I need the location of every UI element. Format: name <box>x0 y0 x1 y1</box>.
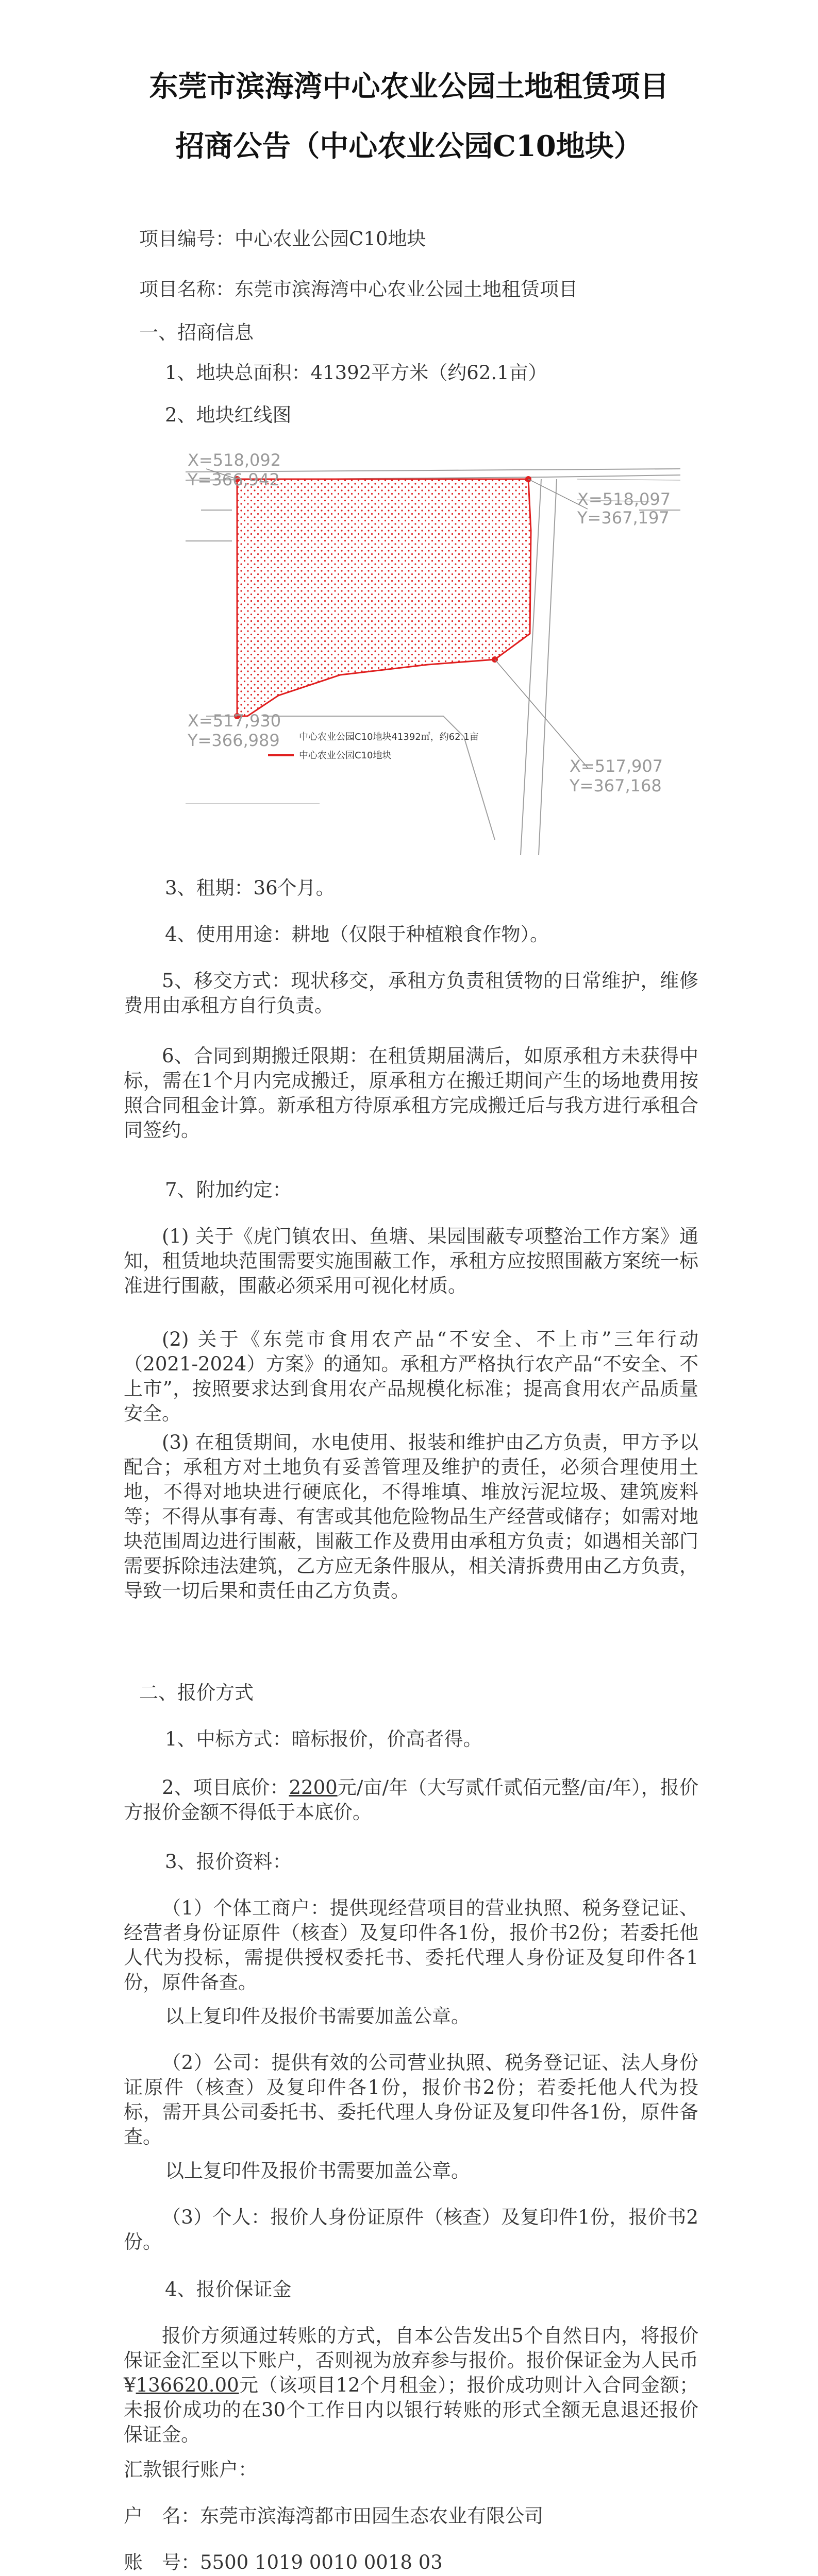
legend-area: 中心农业公园C10地块41392㎡，约62.1亩 <box>299 732 479 742</box>
base-price-amount: 2200 <box>289 1776 338 1799</box>
land-boundary-map <box>186 448 680 855</box>
bid-method: 1、中标方式：暗标报价，价高者得。 <box>165 1728 482 1750</box>
boundary-map-label: 2、地块红线图 <box>165 404 292 426</box>
project-name: 项目名称：东莞市滨海湾中心农业公园土地租赁项目 <box>139 278 578 300</box>
bank-account-name: 户 名：东莞市滨海湾都市田园生态农业有限公司 <box>124 2505 543 2527</box>
deposit-terms <box>124 2324 698 2447</box>
map-legend <box>268 732 479 761</box>
title-line-1: 东莞市滨海湾中心农业公园土地租赁项目 <box>149 70 669 104</box>
title-line-2: 招商公告（中心农业公园C10地块） <box>175 129 643 163</box>
coord-tr-y: Y=367,197 <box>577 508 670 528</box>
project-number: 项目编号：中心农业公园C10地块 <box>139 228 426 250</box>
relocation-deadline: 6、合同到期搬迁限期：在租赁期届满后，如原承租方未获得中标，需在1个月内完成搬迁，原承租方在搬迁期间产生的场地费用按照合同租金计算。新承租方待原承租方完成搬迁后与我方进行承租合同签约。 <box>124 1045 698 1141</box>
additional-term-1: (1) 关于《虎门镇农田、鱼塘、果园围蔽专项整治工作方案》通知，租赁地块范围需要实施围蔽工作，承租方应按照围蔽方案统一标准进行围蔽，围蔽必须采用可视化材质。 <box>124 1225 698 1297</box>
additional-term-2: (2) 关于《东莞市食用农产品“不安全、不上市”三年行动（2021-2024）方案》的通知。承租方严格执行农产品“不安全、不上市”，按照要求达到食用农产品规模化标准；提高食用农产品质量安全。 <box>124 1328 698 1425</box>
coord-bl-x: X=517,930 <box>188 711 281 731</box>
lease-term: 3、租期：36个月。 <box>165 877 335 899</box>
bid-doc-company-note: 以上复印件及报价书需要加盖公章。 <box>165 2160 470 2182</box>
coord-bl-y: Y=366,989 <box>188 731 280 750</box>
deposit-heading: 4、报价保证金 <box>165 2278 292 2300</box>
land-area: 1、地块总面积：41392平方米（约62.1亩） <box>165 362 547 384</box>
bid-doc-person: （3）个人：报价人身份证原件（核查）及复印件1份，报价书2份。 <box>124 2206 698 2253</box>
deposit-text-2: 元（该项目12个月租金）；报价成功则计入合同金额；未报价成功的在30个工作日内以银行转账的形式全额无息退还报价保证金。 <box>124 2374 698 2446</box>
coord-br-x: X=517,907 <box>570 756 663 776</box>
bank-heading: 汇款银行账户： <box>124 2459 257 2481</box>
bid-doc-individual-business: （1）个体工商户：提供现经营项目的营业执照、税务登记证、经营者身份证原件（核查）及复印件各1份，报价书2份；若委托他人代为投标，需提供授权委托书、委托代理人身份证及复印件各1份，原件备查。 <box>124 1897 698 1993</box>
coord-br-y: Y=367,168 <box>570 776 662 795</box>
land-use: 4、使用用途：耕地（仅限于种植粮食作物）。 <box>165 923 549 945</box>
deposit-amount: 136620.00 <box>136 2374 239 2396</box>
bank-account-number: 账 号：5500 1019 0010 0018 03 <box>124 2551 443 2573</box>
bid-documents-heading: 3、报价资料： <box>165 1851 292 1873</box>
coord-tl-y: Y=366,942 <box>188 470 280 489</box>
bid-doc-individual-business-note: 以上复印件及报价书需要加盖公章。 <box>165 2005 470 2027</box>
handover-method: 5、移交方式：现状移交，承租方负责租赁物的日常维护，维修费用由承租方自行负责。 <box>124 970 698 1016</box>
additional-terms-heading: 7、附加约定： <box>165 1179 292 1201</box>
section-2-heading: 二、报价方式 <box>139 1682 254 1704</box>
deposit-text-1: 报价方须通过转账的方式，自本公告发出5个自然日内，将报价保证金汇至以下账户，否则视为放弃参与报价。报价保证金为人民币¥ <box>124 2325 698 2396</box>
plot-c10-area <box>237 479 531 716</box>
coord-tr-x: X=518,097 <box>577 489 671 509</box>
base-price-suffix: 元/亩/年（大写贰仟贰佰元整/亩/年），报价方报价金额不得低于本底价。 <box>124 1776 698 1823</box>
base-price <box>124 1775 698 1825</box>
base-price-prefix: 2、项目底价： <box>162 1776 289 1799</box>
legend-plot: 中心农业公园C10地块 <box>299 750 392 761</box>
section-1-heading: 一、招商信息 <box>139 321 254 344</box>
coord-tl-x: X=518,092 <box>188 450 281 470</box>
additional-term-3: (3) 在租赁期间，水电使用、报装和维护由乙方负责，甲方予以配合；承租方对土地负有妥善管理及维护的责任，必须合理使用土地，不得对地块进行硬底化，不得堆填、堆放污泥垃圾、建筑废料等；不得从事有毒、有害或其他危险物品生产经营或储存；如需对地块范围周边进行围蔽，围蔽工作及费用由承租方负责；如遇相关部门需要拆除违法建筑，乙方应无条件服从，相关清拆费用由乙方负责，导致一切后果和责任由乙方负责。 <box>124 1431 698 1602</box>
bid-doc-company: （2）公司：提供有效的公司营业执照、税务登记证、法人身份证原件（核查）及复印件各1份，报价书2份；若委托他人代为投标，需开具公司委托书、委托代理人身份证及复印件各1份，原件备查。 <box>124 2052 698 2148</box>
